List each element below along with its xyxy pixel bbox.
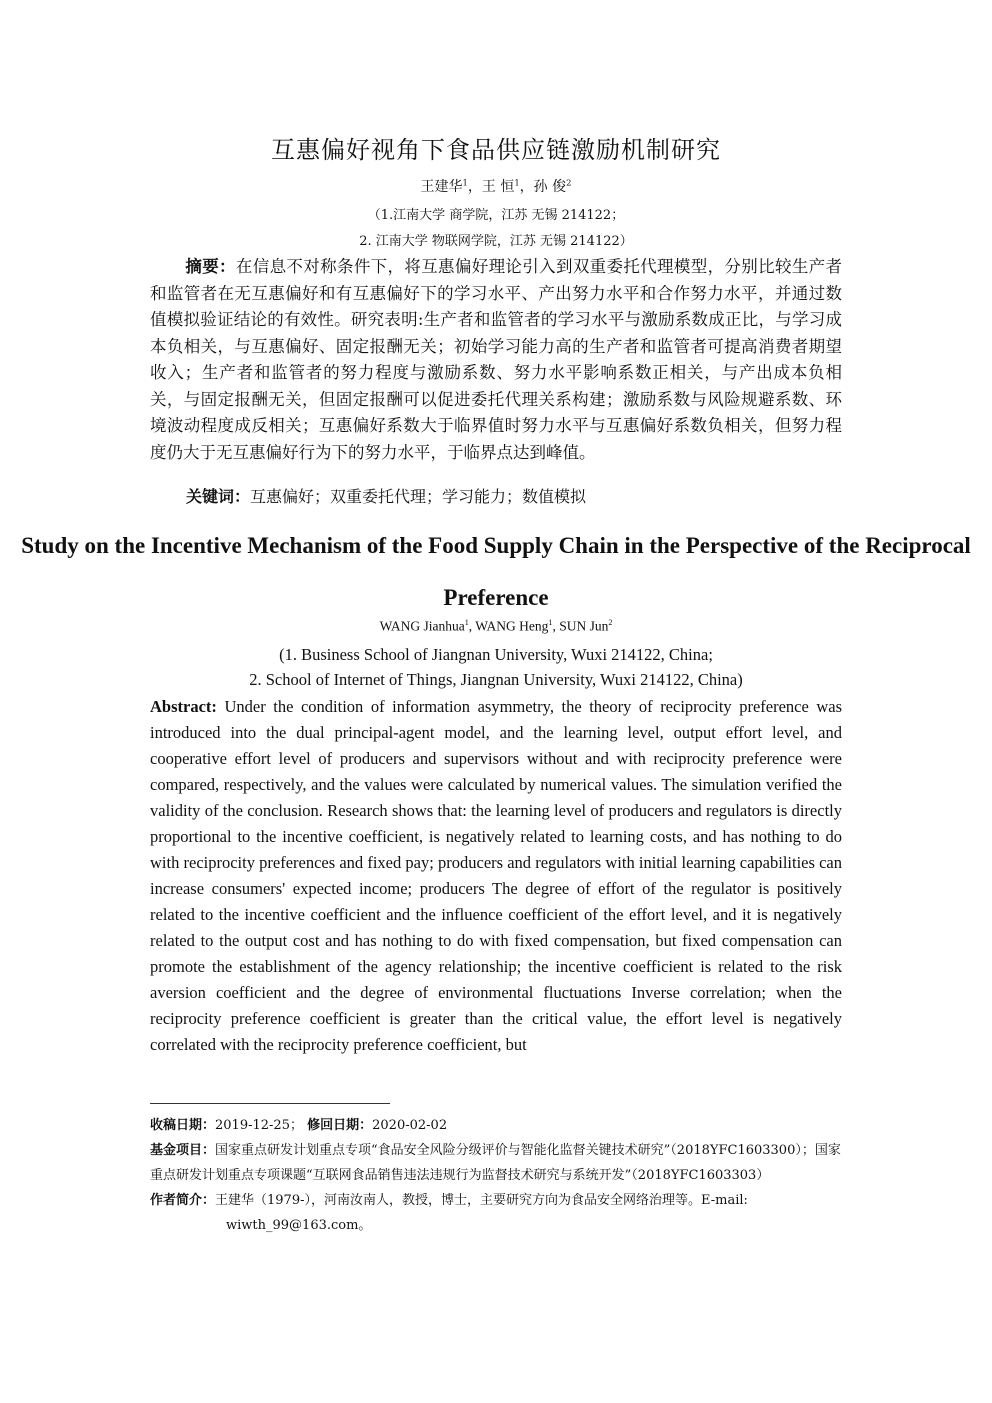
chinese-abstract-text: 在信息不对称条件下，将互惠偏好理论引入到双重委托代理模型，分别比较生产者和监管者在无互惠偏好和有互惠偏好下的学习水平、产出努力水平和合作努力水平，并通过数值模拟验证结论的有效性。研究表明:生产者和监管者的学习水平与激励系数成正比，与学习成本负相关，与互惠偏好、固定报酬无关；初始学习能力高的生产者和监管者可提高消费者期望收入；生产者和监管者的努力程度与激励系数、努力水平影响系数正相关，与产出成本负相关，与固定报酬无关，但固定报酬可以促进委托代理关系构建；激励系数与风险规避系数、环境波动程度成反相关；互惠偏好系数大于临界值时努力水平与互惠偏好系数负相关，但努力程度仍大于无互惠偏好行为下的努力水平，于临界点达到峰值。 bbox=[150, 257, 843, 462]
author-affiliation-mark: 1 bbox=[464, 618, 469, 627]
english-abstract-text: Under the condition of information asymmetry, the theory of reciprocity preference was introduced into the dual principal-agent model, and the learning level, output effort level, and cooperative effort level of producers and supervisors without and with reciprocity preference were compared, respectively, and the values were calculated by numerical values. The simulation verified the validity of the conclusion. Research shows that: the learning level of producers and regulators is directly proportional to the incentive coefficient, is negatively related to learning costs, and has nothing to do with reciprocity preferences and fixed pay; producers and regulators with initial learning capabilities can increase consumers' expected income; producers The degree of effort of the regulator is positively related to the incentive coefficient and the influence coefficient of the effort level, and it is negatively related to the output cost and has nothing to do with fixed compensation, but fixed compensation can promote the establishment of the agency relationship; the incentive coefficient is related to the risk aversion coefficient and the degree of environmental fluctuations Inverse correlation; when the reciprocity preference coefficient is greater than the critical value, the effort level is negatively correlated with the reciprocity preference coefficient, but bbox=[150, 697, 843, 1054]
author-name: WANG Jianhua bbox=[379, 618, 465, 634]
footnote-funding bbox=[150, 1138, 842, 1188]
author-separator: , bbox=[552, 618, 560, 634]
english-abstract-label: Abstract: bbox=[150, 697, 217, 716]
author-bio-label: 作者简介： bbox=[150, 1193, 216, 1208]
footnote-author-bio bbox=[150, 1188, 842, 1213]
english-affiliation-1: (1. Business School of Jiangnan University, Wuxi 214122, China; bbox=[279, 645, 713, 664]
author-affiliation-mark: 1 bbox=[462, 177, 468, 188]
chinese-abstract-label: 摘要： bbox=[185, 257, 236, 276]
chinese-title: 互惠偏好视角下食品供应链激励机制研究 bbox=[271, 136, 721, 164]
author-name: WANG Heng bbox=[475, 618, 549, 634]
author-name: 王 恒 bbox=[481, 179, 515, 195]
received-date: 2019-12-25； bbox=[215, 1118, 303, 1133]
author-name: SUN Jun bbox=[559, 618, 609, 634]
revised-date: 2020-02-02 bbox=[372, 1118, 448, 1133]
english-authors bbox=[0, 618, 992, 635]
funding-text: 国家重点研发计划重点专项“食品安全风险分级评价与智能化监督关键技术研究”（2018YFC1603300）；国家重点研发计划重点专项课题“互联网食品销售违法违规行为监督技术研究与系统开发”（2018YFC1603303） bbox=[150, 1143, 841, 1183]
chinese-keywords bbox=[186, 484, 846, 510]
english-title: Study on the Incentive Mechanism of the Food Supply Chain in the Perspective of the Reciprocal Preference bbox=[21, 533, 971, 610]
author-affiliation-mark: 1 bbox=[548, 618, 553, 627]
chinese-affiliation-2: 2. 江南大学 物联网学院，江苏 无锡 214122） bbox=[359, 234, 633, 249]
footnotes bbox=[150, 1113, 842, 1238]
author-affiliation-mark: 2 bbox=[608, 618, 613, 627]
revised-label: 修回日期： bbox=[307, 1118, 373, 1133]
chinese-keywords-text: 互惠偏好；双重委托代理；学习能力；数值模拟 bbox=[250, 487, 587, 506]
english-abstract bbox=[150, 694, 842, 1058]
footnote-author-email bbox=[150, 1213, 842, 1238]
english-affiliation-2: 2. School of Internet of Things, Jiangnan University, Wuxi 214122, China) bbox=[249, 670, 743, 689]
funding-label: 基金项目： bbox=[150, 1143, 216, 1158]
author-email: wiwth_99@163.com。 bbox=[226, 1218, 372, 1233]
author-affiliation-mark: 1 bbox=[514, 177, 520, 188]
chinese-authors bbox=[0, 176, 992, 196]
chinese-keywords-label: 关键词： bbox=[186, 487, 251, 506]
footnote-dates bbox=[150, 1113, 842, 1138]
author-affiliation-mark: 2 bbox=[566, 177, 572, 188]
chinese-affiliation-1: （1.江南大学 商学院，江苏 无锡 214122； bbox=[367, 208, 625, 223]
chinese-abstract bbox=[150, 254, 842, 466]
author-separator: ， bbox=[467, 179, 482, 195]
author-separator: , bbox=[468, 618, 476, 634]
author-name: 王建华 bbox=[420, 179, 463, 195]
received-label: 收稿日期： bbox=[150, 1118, 216, 1133]
author-name: 孙 俊 bbox=[533, 179, 567, 195]
footnote-divider bbox=[150, 1103, 390, 1104]
author-separator: ， bbox=[519, 179, 534, 195]
author-bio-text: 王建华（1979-），河南汝南人，教授，博士，主要研究方向为食品安全网络治理等。E-mail: bbox=[215, 1193, 748, 1208]
